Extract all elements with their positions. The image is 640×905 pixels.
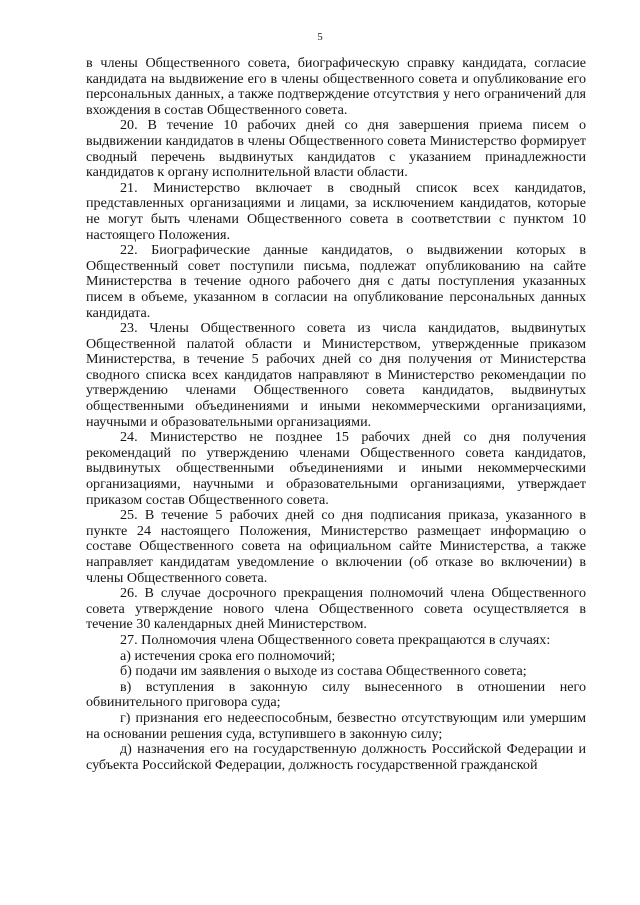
paragraph-22: 22. Биографические данные кандидатов, о выдвижении которых в Общественный совет поступили письма, подлежат опубликованию на сайте Министерства в течение одного рабочего дня с даты поступления указанных писем в объеме, указанном в согласии на опубликование персональных данных кандидата. — [86, 242, 586, 321]
paragraph-21: 21. Министерство включает в сводный список всех кандидатов, представленных организациями и лицами, за исключением кандидатов, которые не могут быть членами Общественного совета в соответствии с пунктом 10 настоящего Положения. — [86, 179, 586, 243]
paragraph-27: 27. Полномочия члена Общественного совета прекращаются в случаях: — [120, 631, 551, 648]
list-item-27g: г) признания его недееспособным, безвестно отсутствующим или умершим на основании решения суда, вступившего в законную силу; — [86, 709, 586, 742]
paragraph-20: 20. В течение 10 рабочих дней со дня завершения приема писем о выдвижении кандидатов в члены Общественного совета Министерство формирует сводный перечень выдвинутых кандидатов с указанием принадлежности кандидатов к органу исполнительной власти области. — [86, 117, 586, 181]
paragraph-23: 23. Члены Общественного совета из числа кандидатов, выдвинутых Общественной палатой области и Министерством, утвержденные приказом Министерства, в течение 5 рабочих дней со дня получения от Министерства сводного списка всех кандидатов направляют в Министерство рекомендации по утверждению членами Общественного совета кандидатов, выдвинутых общественными объединениями и иными некоммерческими организациями, научными и образовательными организациями. — [86, 320, 586, 430]
list-item-27a: а) истечения срока его полномочий; — [120, 647, 336, 664]
document-body — [86, 56, 586, 773]
list-item-27v: в) вступления в законную силу вынесенного в отношении него обвинительного приговора суда; — [86, 678, 586, 711]
paragraph-25: 25. В течение 5 рабочих дней со дня подписания приказа, указанного в пункте 24 настоящего Положения, Министерство размещает информацию о составе Общественного совета на официальном сайте Министерства, а также направляет кандидатам уведомление о включении (об отказе во включении) в члены Общественного совета. — [86, 507, 586, 586]
paragraph-24: 24. Министерство не позднее 15 рабочих дней со дня получения рекомендаций по утверждению членами Общественного совета кандидатов, выдвинутых общественными объединениями и иными некоммерческими организациями, научными и образовательными организациями, утверждает приказом состав Общественного совета. — [86, 429, 586, 508]
list-item-27b: б) подачи им заявления о выходе из состава Общественного совета; — [120, 663, 527, 680]
page-number: 5 — [317, 31, 323, 43]
paragraph-continuation: в члены Общественного совета, биографическую справку кандидата, согласие кандидата на выдвижение его в члены общественного совета и опубликование его персональных данных, а также подтверждение отсутствия у него ограничений для вхождения в состав Общественного совета. — [86, 55, 586, 118]
list-item-27d: д) назначения его на государственную должность Российской Федерации и субъекта Российской Федерации, должность государственной гражданской — [86, 741, 586, 773]
paragraph-26: 26. В случае досрочного прекращения полномочий члена Общественного совета утверждение нового члена Общественного совета осуществляется в течение 30 календарных дней Министерством. — [86, 585, 586, 633]
